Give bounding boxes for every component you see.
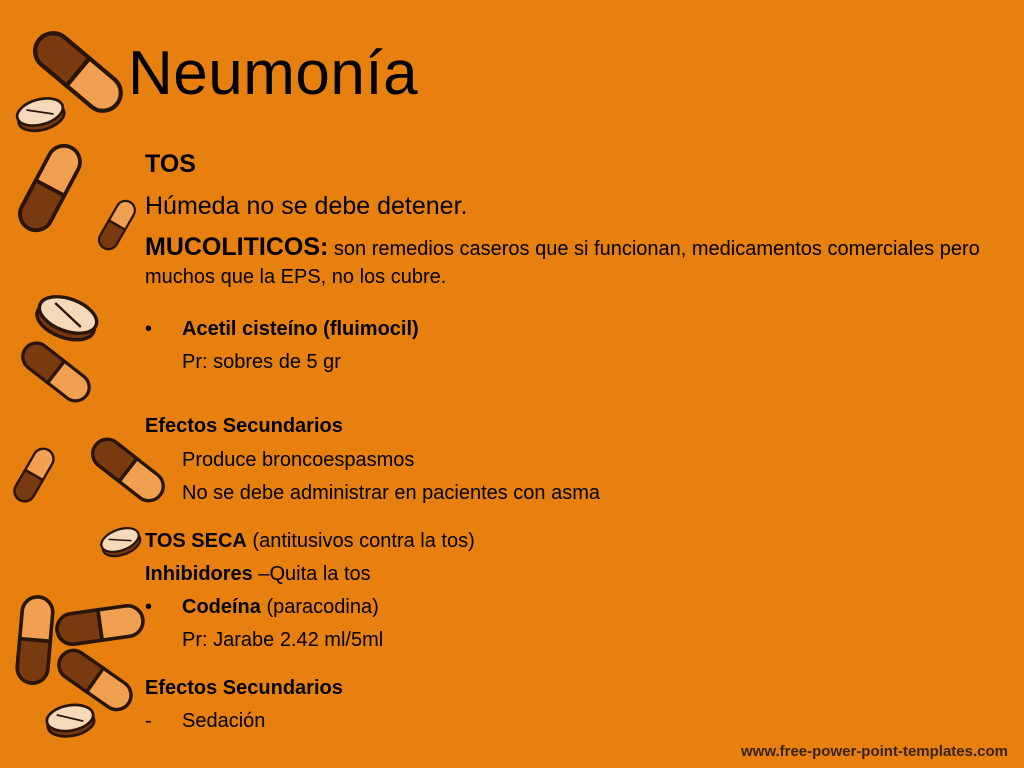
tos-seca-label: TOS SECA — [145, 530, 247, 552]
efectos-heading-2: Efectos Secundarios — [145, 677, 343, 699]
bullet-codeina-label: Codeína — [182, 596, 261, 618]
inhibidores-text: –Quita la tos — [252, 563, 371, 585]
efectos-item-broncoespasmos: Produce broncoespasmos — [182, 449, 415, 471]
tos-seca-text: (antitusivos contra la tos) — [246, 530, 475, 552]
slide-title: Neumonía — [128, 39, 419, 108]
inhibidores-line — [145, 563, 371, 586]
inhibidores-label: Inhibidores — [145, 563, 253, 585]
dash-mark: - — [145, 710, 152, 732]
efectos-heading-1: Efectos Secundarios — [145, 415, 343, 437]
humeda-text: Húmeda no se debe detener. — [145, 192, 468, 220]
mucoliticos-lead: MUCOLITICOS: — [145, 233, 329, 261]
footer-url: www.free-power-point-templates.com — [741, 743, 1008, 760]
bullet-acetil-label: Acetil cisteíno (fluimocil) — [182, 318, 419, 340]
bullet-mark: • — [145, 318, 153, 340]
mucoliticos-text: son remedios caseros que si funcionan, medicamentos comerciales pero muchos que la EPS, no los cubre. — [145, 238, 980, 288]
tos-heading: TOS — [145, 150, 196, 178]
mucoliticos-paragraph — [145, 233, 1005, 291]
efectos-item-asma: No se debe administrar en pacientes con asma — [182, 482, 601, 504]
acetil-detail: Pr: sobres de 5 gr — [182, 351, 341, 373]
bullet-mark: • — [145, 596, 153, 618]
bullet-codeina-content — [182, 596, 379, 619]
tos-seca-line — [145, 530, 475, 553]
codeina-detail: Pr: Jarabe 2.42 ml/5ml — [182, 629, 384, 651]
bullet-codeina-text: (paracodina) — [260, 596, 379, 618]
efectos-item-sedacion-text: Sedación — [182, 710, 266, 732]
pills-decoration-icon — [0, 0, 240, 768]
